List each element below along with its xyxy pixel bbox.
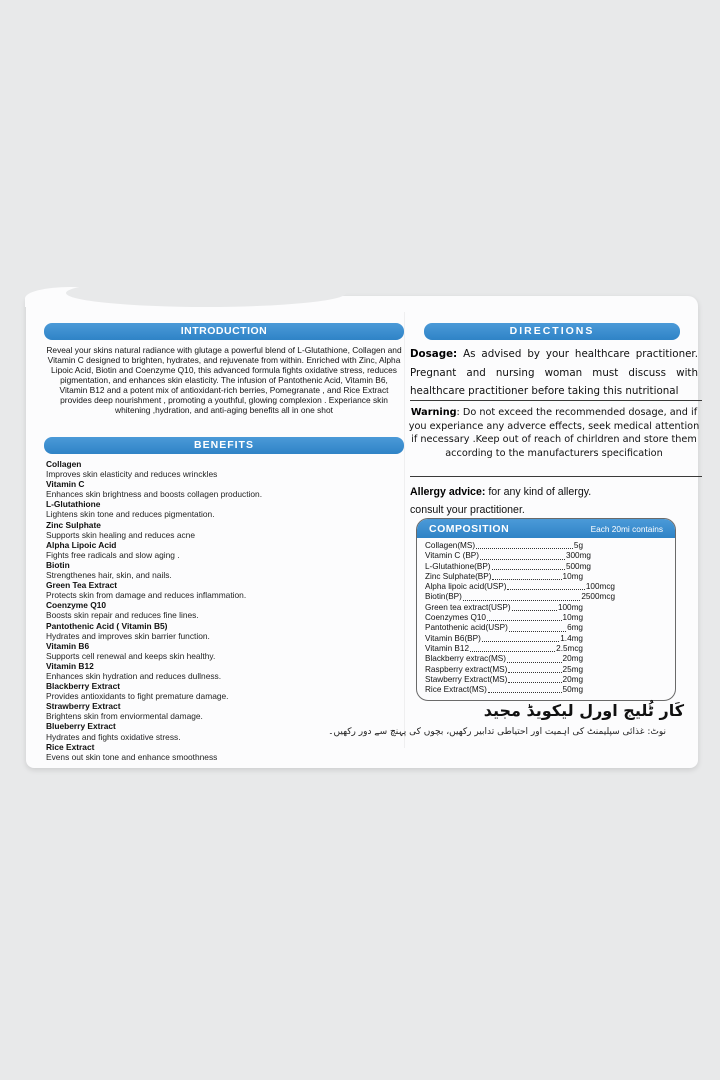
table-row	[425, 665, 675, 675]
table-row	[425, 592, 675, 602]
ingredient-name: Collagen(MS)	[425, 541, 476, 550]
composition-subtitle: Each 20mi contains	[590, 523, 663, 534]
dot-leader	[492, 569, 565, 570]
product-label-sheet	[26, 296, 698, 768]
ingredient-value: 100mcg	[585, 582, 615, 592]
benefit-desc: Enhances skin brightness and boosts collagen production.	[46, 489, 263, 500]
benefit-desc: Hydrates and fights oxidative stress.	[46, 731, 181, 742]
table-row	[425, 654, 675, 664]
ingredient-name: L-Glutathione(BP)	[425, 561, 491, 571]
ingredient-value: 20mg	[562, 654, 583, 664]
benefit-desc: Boosts skin repair and reduces fine lines.	[46, 610, 199, 621]
table-row	[425, 582, 675, 592]
dot-leader	[512, 610, 557, 611]
benefit-name: Rice Extract	[46, 741, 95, 752]
ingredient-name: Raspberry extract(MS)	[425, 664, 508, 674]
divider-line	[410, 476, 702, 477]
benefit-name: Zinc Sulphate	[46, 519, 101, 530]
benefit-desc: Lightens skin tone and reduces pigmentation.	[46, 509, 215, 520]
benefit-name: Blackberry Extract	[46, 681, 121, 692]
benefit-item	[46, 742, 402, 762]
benefit-name: Strawberry Extract	[46, 701, 121, 712]
ingredient-name: Vitamin B6(BP)	[425, 633, 481, 643]
ingredient-name: Alpha lipoic acid(USP)	[425, 582, 507, 592]
allergy-text-line1: for any kind of allergy.	[485, 486, 592, 498]
table-row	[425, 541, 675, 551]
dot-leader	[470, 651, 555, 652]
ingredient-name: Rice Extract(MS)	[425, 685, 487, 695]
benefit-name: Alpha Lipoic Acid	[46, 539, 117, 550]
table-row	[425, 644, 675, 654]
ingredient-value: 10mg	[562, 613, 583, 623]
divider-line	[410, 400, 702, 401]
table-row	[425, 551, 675, 561]
ingredient-value: 1.4mg	[560, 633, 583, 643]
ingredient-name: Pantothenic acid(USP)	[425, 623, 508, 633]
ingredient-value: 2.5mcg	[556, 643, 583, 653]
introduction-paragraph: Reveal your skins natural radiance with glutage a powerful blend of L-Glutathione, Collagen and Vitamin C designed to brighten, hydrates, and rejuvenate from within. Enriched with Zinc, Alpha Lipoic Acid, Biotin and Coenzyme Q10, this advanced formula fights oxidative stress, reduces pigmentation, and enhances skin elasticity. The infusion of Pantothenic Acid, Vitamin B6, Vitamin B12 and a potent mix of antioxidant-rich berries, Pomegranate , and Rice Extract provides deep nourishment , promoting a youthful, glowing complexion . Experiance skin whitening ,hydration, and anti-aging benefits all in one shot	[46, 345, 402, 415]
benefit-desc: Protects skin from damage and reduces inflammation.	[46, 590, 247, 601]
benefit-item	[46, 641, 402, 661]
directions-title: DIRECTIONS	[509, 325, 595, 337]
benefit-desc: Strengthenes hair, skin, and nails.	[46, 570, 172, 581]
dosage-label: Dosage:	[410, 348, 458, 360]
benefit-desc: Hydrates and improves skin barrier function.	[46, 630, 210, 641]
benefit-item	[46, 520, 402, 540]
ingredient-name: Coenzymes Q10	[425, 613, 486, 623]
benefit-name: Green Tea Extract	[46, 580, 118, 591]
benefit-desc: Brightens skin from enviormental damage.	[46, 711, 203, 722]
urdu-note-line: نوٹ: غذائی سپلیمنٹ کی اہمیت اور احتیاطی تدابیر رکھیں، بچوں کی پہنچ سے دور رکھیں۔	[328, 727, 666, 737]
warning-label: Warning	[410, 407, 457, 418]
benefits-header	[44, 437, 404, 454]
ingredient-value: 6mg	[567, 623, 583, 633]
benefit-item	[46, 479, 402, 499]
dot-leader	[508, 672, 561, 673]
benefits-list	[46, 459, 402, 762]
benefit-item	[46, 540, 402, 560]
ingredient-name: Vitamin C (BP)	[425, 551, 479, 561]
benefit-name: Vitamin C	[46, 479, 85, 490]
benefit-item	[46, 499, 402, 519]
benefit-name: Pantothenic Acid ( Vitamin B5)	[46, 620, 168, 631]
ingredient-value: 100mg	[557, 602, 583, 612]
table-row	[425, 685, 675, 695]
introduction-title: INTRODUCTION	[180, 325, 268, 337]
warning-text: : Do not exceed the recommended dosage, and if you experiance any adverce effects, seek medical attention if necessary .Keep out of reach of chirldren and store them according to the manufacturers specification	[408, 407, 700, 459]
benefit-item	[46, 580, 402, 600]
benefit-item	[46, 459, 402, 479]
dot-leader	[508, 682, 561, 683]
benefit-name: Vitamin B12	[46, 660, 94, 671]
ingredient-name: Vitamin B12	[425, 643, 469, 653]
benefit-item	[46, 661, 402, 681]
table-row	[425, 634, 675, 644]
dot-leader	[463, 600, 580, 601]
dot-leader	[480, 559, 565, 560]
ingredient-value: 25mg	[562, 664, 583, 674]
composition-header	[417, 519, 675, 538]
ingredient-value: 300mg	[565, 551, 591, 561]
benefit-item	[46, 560, 402, 580]
ingredient-value: 50mg	[562, 685, 583, 695]
dot-leader	[482, 641, 559, 642]
benefit-name: Biotin	[46, 559, 70, 570]
warning-paragraph	[408, 406, 700, 460]
ingredient-name: Zinc Sulphate(BP)	[425, 571, 492, 581]
benefit-item	[46, 600, 402, 620]
dosage-text: As advised by your healthcare practitioner. Pregnant and nursing woman must discuss with healthcare practitioner before taking this nutritional	[410, 348, 698, 398]
table-row	[425, 562, 675, 572]
benefits-title: BENEFITS	[194, 439, 254, 451]
benefit-desc: Fights free radicals and slow aging .	[46, 549, 180, 560]
dot-leader	[507, 589, 584, 590]
dot-leader	[488, 692, 562, 693]
allergy-text-line2: consult your practitioner.	[410, 504, 525, 516]
dot-leader	[507, 662, 562, 663]
ingredient-name: Stawberry Extract(MS)	[425, 674, 508, 684]
ingredient-value: 10mg	[562, 571, 583, 581]
table-row	[425, 572, 675, 582]
ingredient-value: 20mg	[562, 674, 583, 684]
benefit-desc: Evens out skin tone and enhance smoothness	[46, 751, 218, 762]
ingredient-value: 2500mcg	[581, 592, 615, 602]
benefit-name: Blueberry Extract	[46, 721, 116, 732]
table-row	[425, 675, 675, 685]
benefit-item	[46, 701, 402, 721]
ingredient-value: 5g	[573, 541, 583, 550]
dot-leader	[492, 579, 561, 580]
ingredient-name: Green tea extract(USP)	[425, 602, 511, 612]
composition-title: COMPOSITION	[429, 522, 510, 535]
benefit-item	[46, 681, 402, 701]
benefit-desc: Supports skin healing and reduces acne	[46, 529, 195, 540]
introduction-header	[44, 323, 404, 340]
directions-header	[424, 323, 680, 340]
benefit-name: Coenzyme Q10	[46, 600, 107, 611]
composition-table	[416, 518, 676, 701]
paper-curl-dip	[66, 279, 346, 307]
allergy-label: Allergy advice:	[410, 486, 486, 498]
benefit-desc: Enhances skin hydration and reduces dullness.	[46, 670, 222, 681]
allergy-advice	[410, 483, 700, 519]
urdu-product-name: کَار ٹُلیج اورل لیکویڈ مجید	[483, 701, 684, 720]
table-row	[425, 623, 675, 633]
composition-rows	[417, 538, 675, 695]
ingredient-value: 500mg	[565, 561, 591, 571]
ingredient-name: Blackberry extrac(MS)	[425, 654, 506, 664]
dot-leader	[487, 620, 562, 621]
benefit-item	[46, 621, 402, 641]
dot-leader	[509, 631, 566, 632]
ingredient-name: Biotin(BP)	[425, 592, 462, 602]
table-row	[425, 603, 675, 613]
benefit-name: Vitamin B6	[46, 640, 90, 651]
benefit-name: Collagen	[46, 459, 82, 469]
dot-leader	[476, 548, 573, 549]
benefit-desc: Provides antioxidants to fight premature damage.	[46, 691, 229, 702]
table-row	[425, 613, 675, 623]
label-fold-divider	[404, 312, 405, 748]
benefit-desc: Improves skin elasticity and reduces wrinckles	[46, 469, 218, 480]
benefit-desc: Supports cell renewal and keeps skin healthy.	[46, 650, 216, 661]
dosage-paragraph	[410, 345, 698, 401]
benefit-name: L-Glutathione	[46, 499, 101, 510]
